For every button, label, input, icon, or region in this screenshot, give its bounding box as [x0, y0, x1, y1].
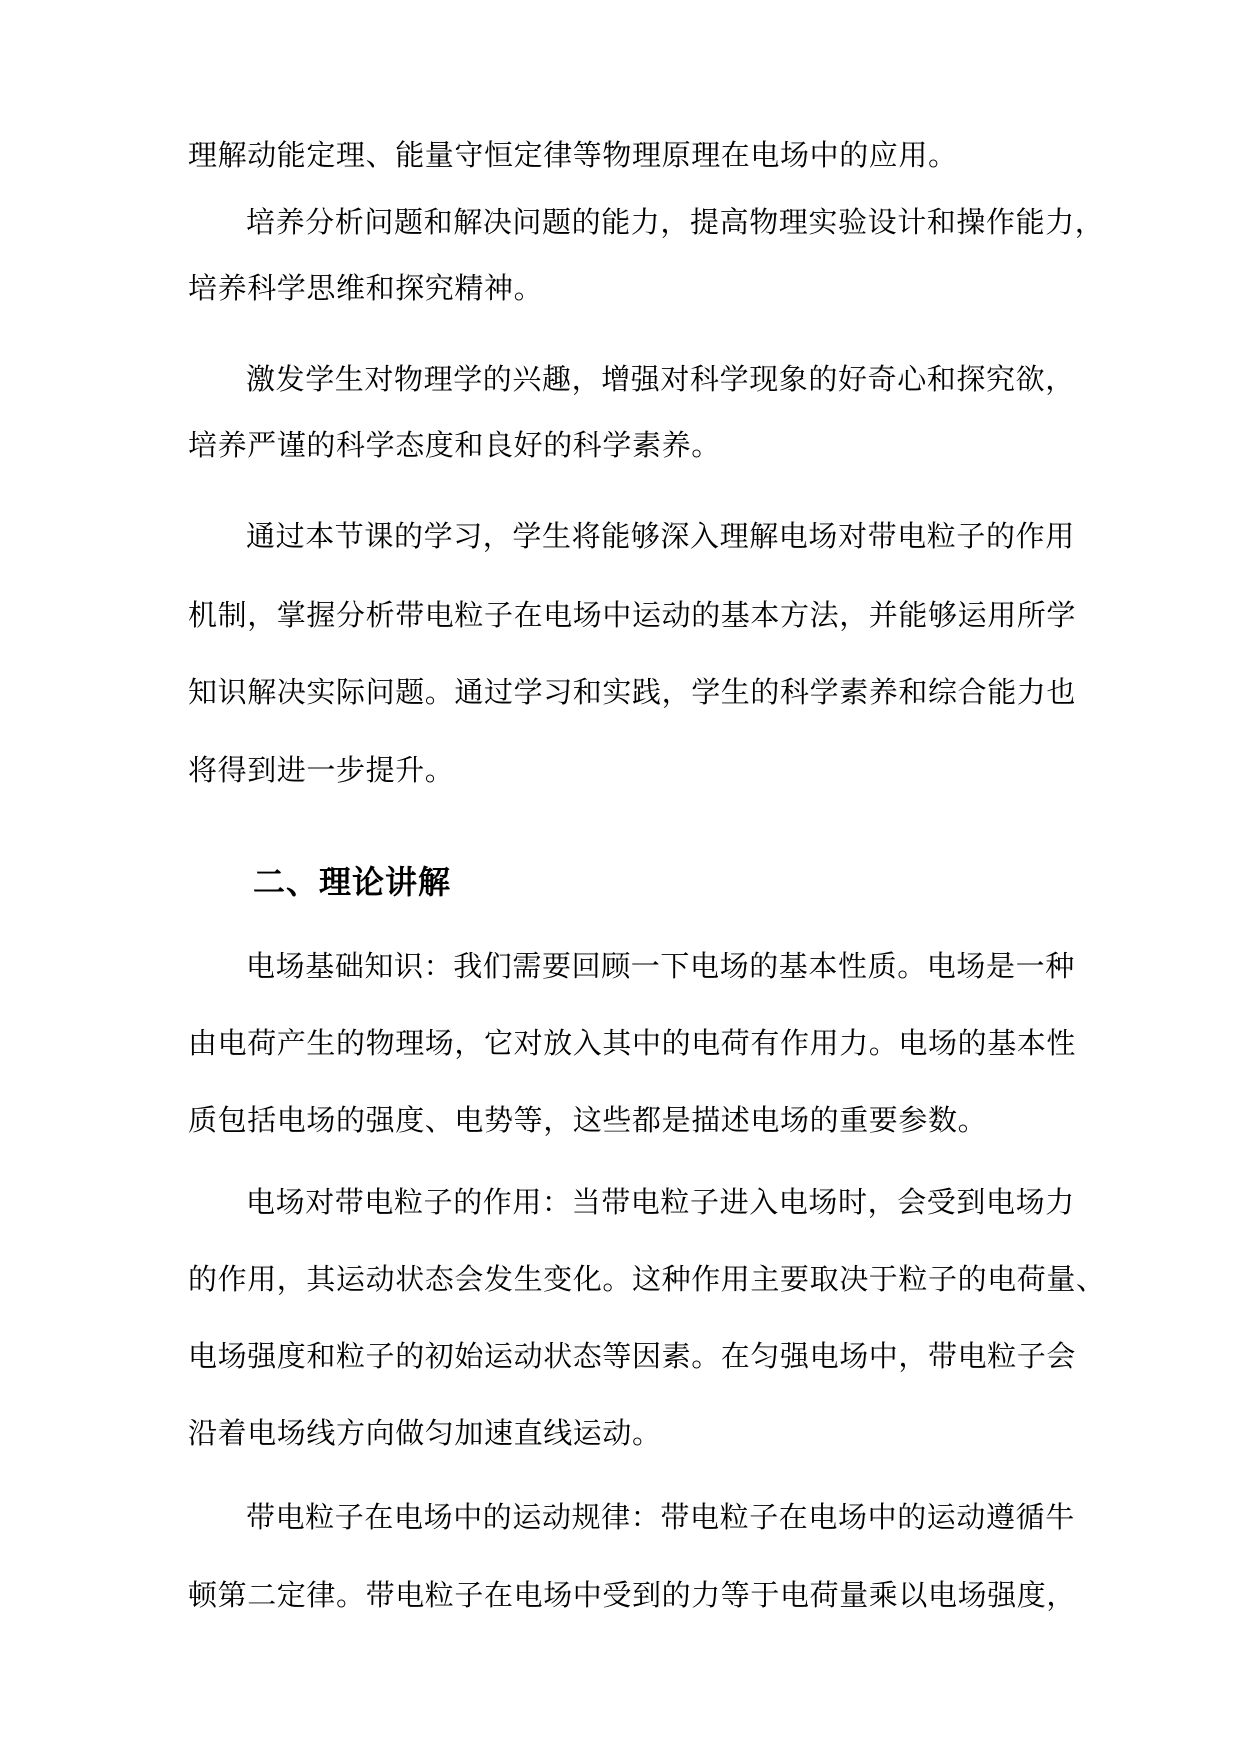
- paragraph-line: 顿第二定律。带电粒子在电场中受到的力等于电荷量乘以电场强度，: [188, 1578, 1077, 1612]
- paragraph-line: 培养分析问题和解决问题的能力，提高物理实验设计和操作能力，: [246, 205, 1105, 239]
- section-heading: 二、理论讲解: [253, 863, 452, 901]
- paragraph-line: 培养科学思维和探究精神。: [188, 271, 544, 305]
- paragraph-line: 的作用，其运动状态会发生变化。这种作用主要取决于粒子的电荷量、: [188, 1262, 1106, 1296]
- paragraph-line: 理解动能定理、能量守恒定律等物理原理在电场中的应用。: [188, 138, 958, 172]
- paragraph-line: 电场基础知识：我们需要回顾一下电场的基本性质。电场是一种: [246, 949, 1075, 983]
- paragraph-line: 激发学生对物理学的兴趣，增强对科学现象的好奇心和探究欲，: [246, 362, 1075, 396]
- paragraph-line: 知识解决实际问题。通过学习和实践，学生的科学素养和综合能力也: [188, 675, 1077, 709]
- paragraph-line: 培养严谨的科学态度和良好的科学素养。: [188, 428, 721, 462]
- paragraph-line: 通过本节课的学习，学生将能够深入理解电场对带电粒子的作用: [246, 519, 1075, 553]
- paragraph-line: 机制，掌握分析带电粒子在电场中运动的基本方法，并能够运用所学: [188, 598, 1077, 632]
- paragraph-line: 电场对带电粒子的作用：当带电粒子进入电场时，会受到电场力: [246, 1185, 1075, 1219]
- paragraph-line: 电场强度和粒子的初始运动状态等因素。在匀强电场中，带电粒子会: [188, 1339, 1077, 1373]
- paragraph-line: 沿着电场线方向做匀加速直线运动。: [188, 1416, 662, 1450]
- paragraph-line: 质包括电场的强度、电势等，这些都是描述电场的重要参数。: [188, 1103, 988, 1137]
- paragraph-line: 将得到进一步提升。: [188, 753, 455, 787]
- paragraph-line: 由电荷产生的物理场，它对放入其中的电荷有作用力。电场的基本性: [188, 1026, 1077, 1060]
- paragraph-line: 带电粒子在电场中的运动规律：带电粒子在电场中的运动遵循牛: [246, 1500, 1075, 1534]
